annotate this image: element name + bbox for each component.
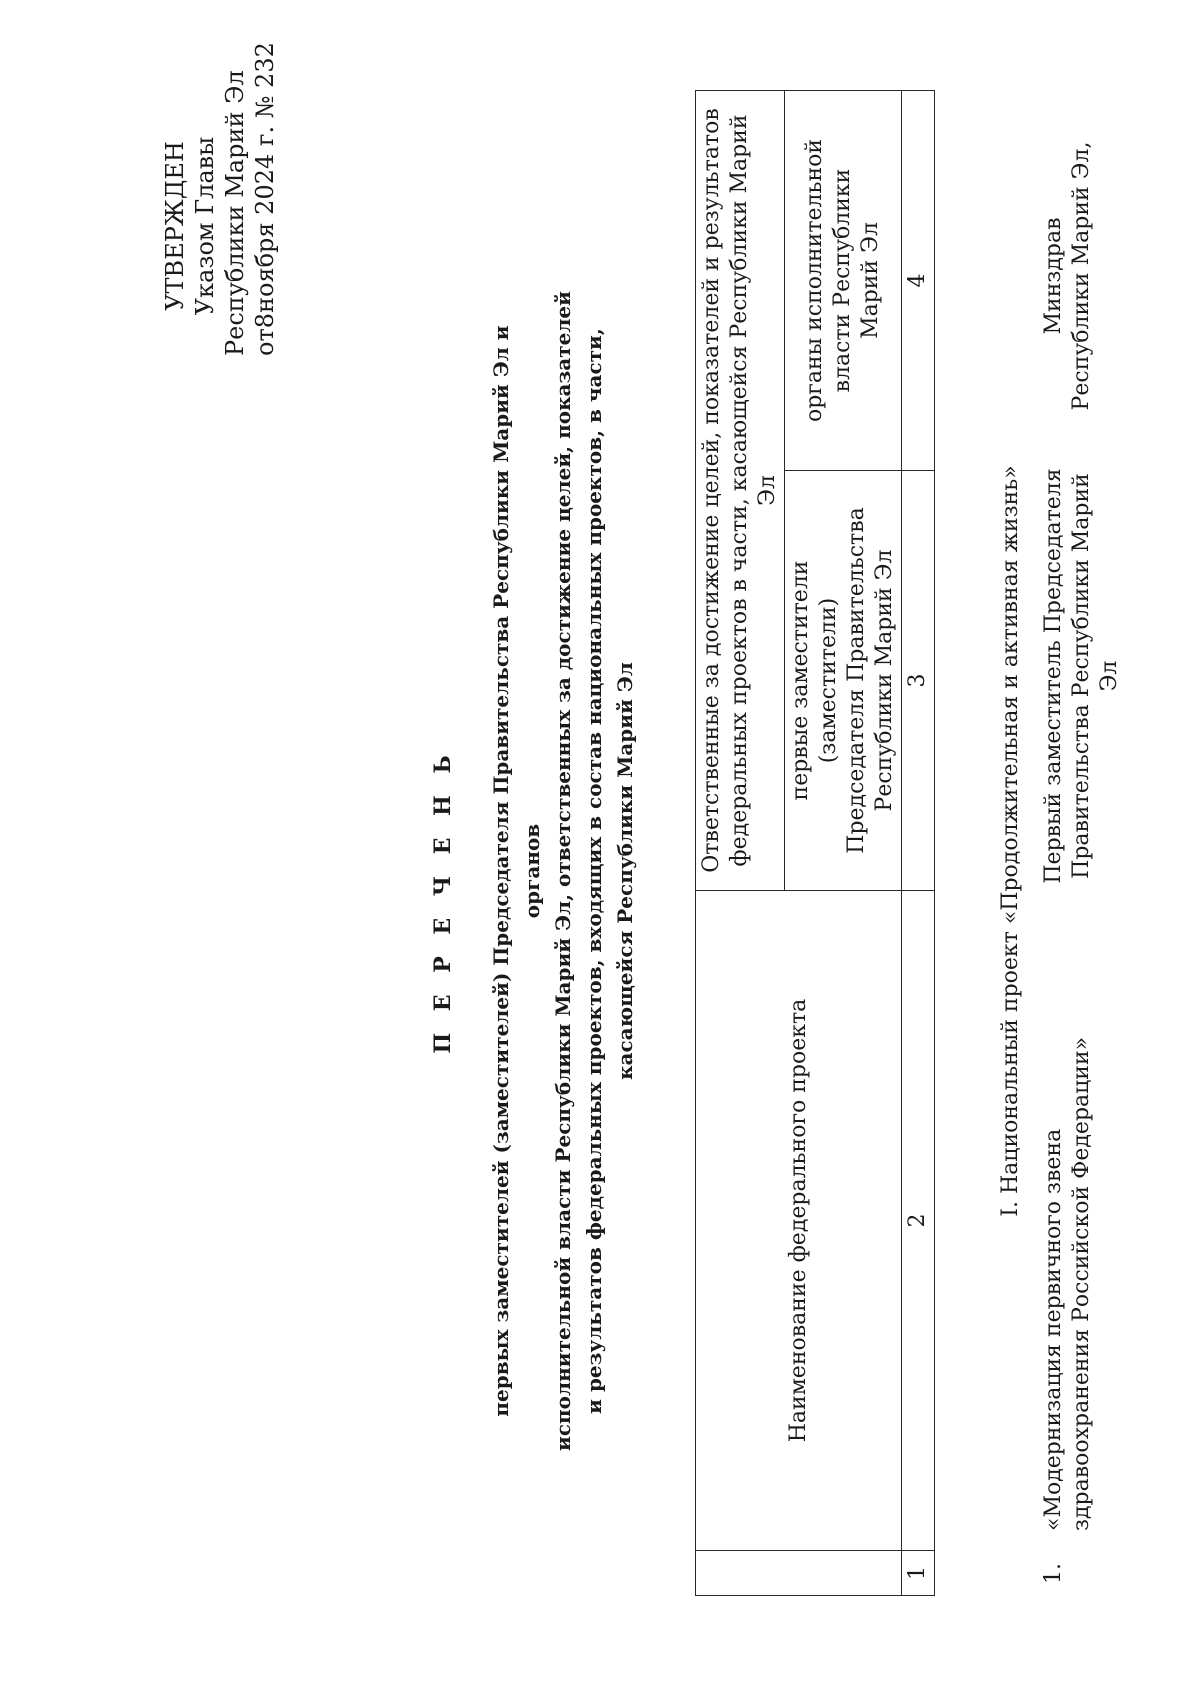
header-deputies-line-2: Председателя Правительства [844,507,869,854]
header-cell-deputies [785,471,902,891]
column-number: 3 [902,471,935,891]
subtitle-line-2: исполнительной власти Республики Марий Эл, ответственных за достижение целей, показателей [551,291,575,1451]
header-bodies-line-2: власти Республики [830,168,855,393]
section-heading: I. Национальный проект «Продолжительная и активная жизнь» [998,465,1023,1217]
column-number-row [902,90,935,1595]
header-deputies-line-1: первые заместители (заместители) [788,560,841,801]
table-header-row [696,90,785,1595]
row-responsible-body [1040,86,1096,466]
approval-date [250,42,280,356]
subtitle-line-3: и результатов федеральных проектов, входящих в состав национальных проектов, в части, [582,328,606,1414]
header-responsible-line-2: федеральных проектов в части, касающейся Республики Марий Эл [727,114,780,867]
header-bodies-line-1: органы исполнительной [802,138,827,423]
row-org-line-2: Республики Марий Эл, [1069,141,1094,411]
row-project-name-line-1: «Модернизация первичного звена [1041,1128,1066,1531]
column-number: 1 [902,1551,935,1596]
header-cell-bodies [785,90,902,470]
row-project-name [1040,871,1096,1531]
approval-status: УТВЕРЖДЕН [161,141,189,311]
approval-line-1: Указом Главы [191,136,219,316]
row-project-name-line-2: здравоохранения Российской Федерации» [1069,1036,1094,1531]
approval-date-rest: ноября 2024 г. № 232 [251,42,279,313]
column-number: 4 [902,90,935,470]
row-responsible-person [1040,466,1124,886]
row-person-line-2: Правительства Республики Марий Эл [1069,473,1122,879]
approval-date-day: 8 [251,312,279,329]
header-cell-responsible [696,90,785,890]
subtitle-line-1: первых заместителей (заместителей) Председателя Правительства Республики Марий Эл и органов [489,325,544,1417]
subtitle-line-4: касающейся Республики Марий Эл [613,662,637,1080]
header-deputies-line-3: Республики Марий Эл [872,549,897,812]
column-number: 2 [902,891,935,1551]
responsibility-table [695,90,935,1596]
approval-date-prefix: от [251,328,279,356]
row-number: 1. [1041,1563,1066,1584]
row-org-line-1: Минздрав [1041,217,1066,335]
document-title: П Е Р Е Ч Е Н Ь [430,748,456,1054]
header-cell-number [696,1551,902,1596]
header-responsible-line-1: Ответственные за достижение целей, показателей и результатов [699,108,724,873]
row-person-line-1: Первый заместитель Председателя [1041,468,1066,884]
approval-line-2: Республики Марий Эл [221,70,249,356]
document-subtitle [486,291,641,1451]
approval-stamp [160,42,280,356]
header-cell-project-name: Наименование федерального проекта [696,891,902,1551]
header-bodies-line-3: Марий Эл [858,222,883,339]
